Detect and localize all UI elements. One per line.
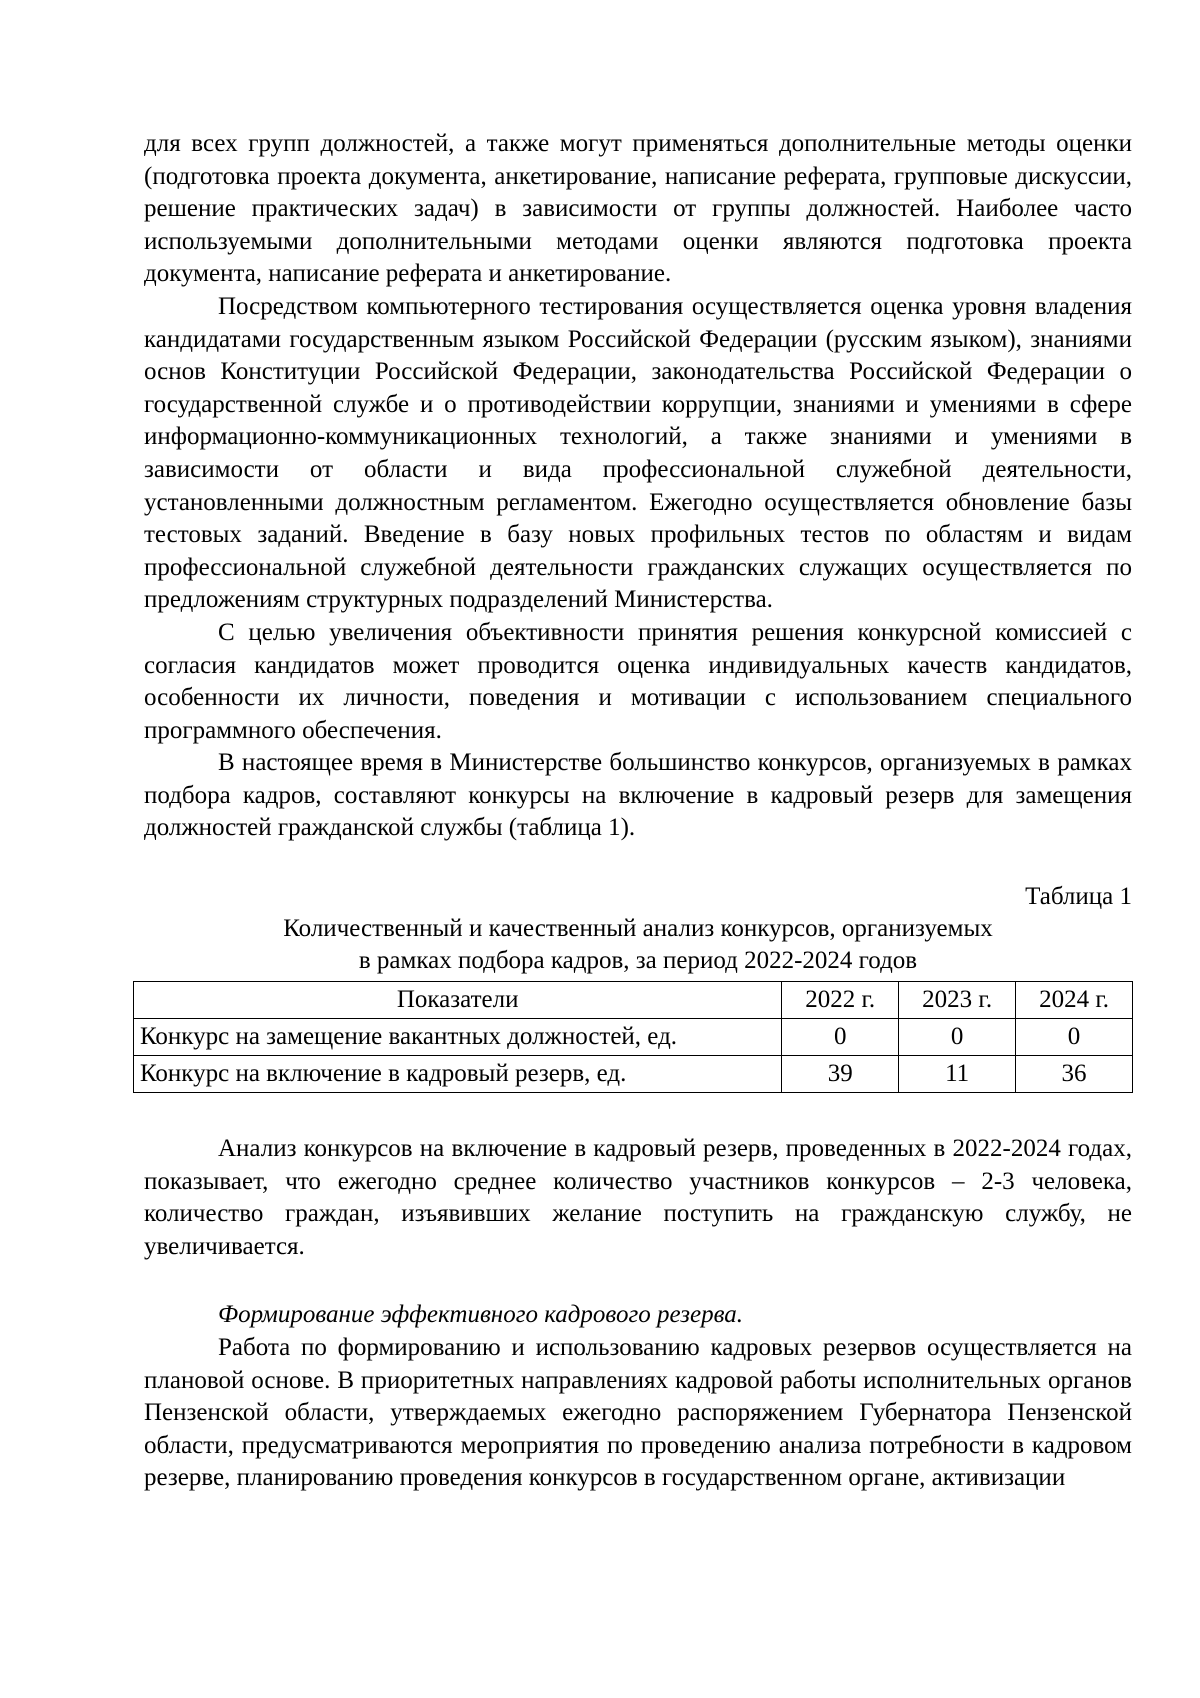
cell-2022: 39	[782, 1056, 899, 1093]
table-title-line2: в рамках подбора кадров, за период 2022-2024 годов	[358, 947, 918, 975]
document-page	[140, 128, 1132, 1495]
table-title	[144, 913, 1132, 977]
header-2024: 2024 г.	[1016, 982, 1133, 1019]
paragraph-testing: Посредством компьютерного тестирования осуществляется оценка уровня владения кандидатами государственным языком Российской Федерации (русским языком), знаниями основ Конституции Российской Федерации, законодательства Российской Федерации о государственной службе и о противодействии коррупции, знаниями и умениями в сфере информационно-коммуникационных технологий, а также знаниями и умениями в зависимости от области и вида профессиональной служебной деятельности, установленными должностным регламентом. Ежегодно осуществляется обновление базы тестовых заданий. Введение в базу новых профильных тестов по областям и видам профессиональной служебной деятельности гражданских служащих осуществляется по предложениям структурных подразделений Министерства.	[144, 292, 1132, 614]
contests-table	[133, 981, 1133, 1093]
paragraph-analysis: Анализ конкурсов на включение в кадровый резерв, проведенных в 2022-2024 годах, показывает, что ежегодно среднее количество участников конкурсов – 2-3 человека, количество граждан, изъявивших желание поступить на гражданскую службу, не увеличивается.	[144, 1135, 1132, 1260]
section-heading: Формирование эффективного кадрового резерва.	[218, 1301, 743, 1329]
header-2022: 2022 г.	[782, 982, 899, 1019]
header-indicators: Показатели	[134, 982, 782, 1019]
paragraph-objectivity: С целью увеличения объективности принятия решения конкурсной комиссией с согласия кандидатов может проводится оценка индивидуальных качеств кандидатов, особенности их личности, поведения и мотивации с использованием специального программного обеспечения.	[144, 618, 1132, 744]
table-row	[134, 1056, 1133, 1093]
cell-2022: 0	[782, 1019, 899, 1056]
row-label: Конкурс на включение в кадровый резерв, ед.	[134, 1056, 782, 1093]
table-title-line1: Количественный и качественный анализ конкурсов, организуемых	[283, 915, 993, 943]
cell-2024: 0	[1016, 1019, 1133, 1056]
cell-2023: 0	[899, 1019, 1016, 1056]
row-label: Конкурс на замещение вакантных должностей, ед.	[134, 1019, 782, 1056]
paragraph-methods: для всех групп должностей, а также могут применяться дополнительные методы оценки (подготовка проекта документа, анкетирование, написание реферата, групповые дискуссии, решение практических задач) в зависимости от группы должностей. Наиболее часто используемыми дополнительными методами оценки являются подготовка проекта документа, написание реферата и анкетирование.	[144, 130, 1132, 288]
header-2023: 2023 г.	[899, 982, 1016, 1019]
cell-2023: 11	[899, 1056, 1016, 1093]
cell-2024: 36	[1016, 1056, 1133, 1093]
paragraph-reserve: Работа по формированию и использованию кадровых резервов осуществляется на плановой основе. В приоритетных направлениях кадровой работы исполнительных органов Пензенской области, утверждаемых ежегодно распоряжением Губернатора Пензенской области, предусматриваются мероприятия по проведению анализа потребности в кадровом резерве, планированию проведения конкурсов в государственном органе, активизации	[144, 1334, 1132, 1492]
table-header-row	[134, 982, 1133, 1019]
table-row	[134, 1019, 1133, 1056]
table-number: Таблица 1	[1025, 883, 1132, 911]
paragraph-current: В настоящее время в Министерстве большинство конкурсов, организуемых в рамках подбора кадров, составляют конкурсы на включение в кадровый резерв для замещения должностей гражданской службы (таблица 1).	[144, 749, 1132, 842]
